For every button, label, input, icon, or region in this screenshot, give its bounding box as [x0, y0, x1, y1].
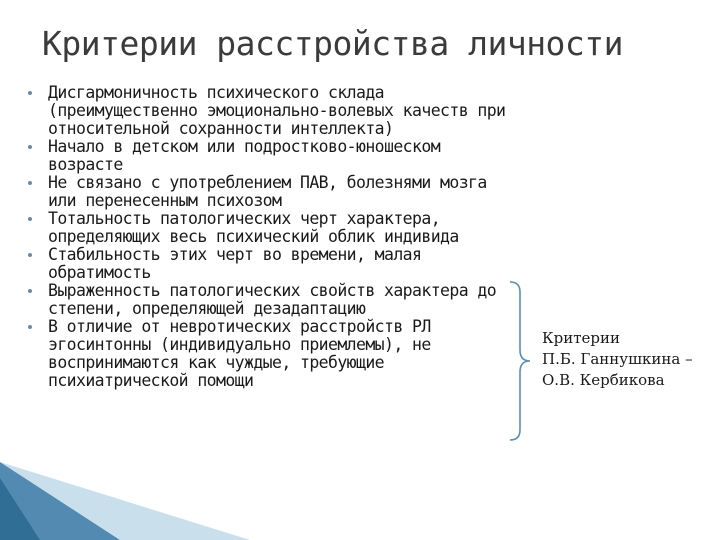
- list-item-text: Дисгармоничность психического склада (преимущественно эмоционально-волевых качеств при относительной сохранности интеллекта): [48, 83, 506, 138]
- list-item: [22, 174, 522, 210]
- list-item: [22, 318, 522, 390]
- bullet-icon: [28, 145, 32, 149]
- note-line: О.В. Кербикова: [542, 371, 665, 389]
- list-item-text: В отличие от невротических расстройств РЛ эгосинтонны (индивидуально приемлемы), не воспринимаются как чуждые, требующие психиатрической помощи: [48, 317, 431, 390]
- bullet-icon: [28, 253, 32, 257]
- list-item-text: Не связано с употреблением ПАВ, болезнями мозга или перенесенным психозом: [48, 173, 487, 210]
- note-line: Критерии: [542, 329, 620, 347]
- list-item: [22, 138, 522, 174]
- bullet-icon: [28, 289, 32, 293]
- bullet-icon: [28, 325, 32, 329]
- slide-title: Критерии расстройства личности: [42, 24, 624, 63]
- list-item: [22, 246, 522, 282]
- bullet-icon: [28, 181, 32, 185]
- criteria-source-note: [542, 328, 720, 391]
- bullet-icon: [28, 91, 32, 95]
- list-item-text: Выраженность патологических свойств характера до степени, определяющей дезадаптацию: [48, 281, 497, 318]
- list-item: [22, 282, 522, 318]
- list-item: [22, 210, 522, 246]
- criteria-list: [22, 84, 522, 390]
- list-item-text: Тотальность патологических черт характера, определяющих весь психический облик индивида: [48, 209, 459, 246]
- bullet-icon: [28, 217, 32, 221]
- curly-brace-icon: [508, 280, 532, 442]
- note-line: П.Б. Ганнушкина –: [542, 350, 693, 368]
- list-item-text: Начало в детском или подростково-юношеском возрасте: [48, 137, 441, 174]
- list-item-text: Стабильность этих черт во времени, малая обратимость: [48, 245, 422, 282]
- list-item: [22, 84, 522, 138]
